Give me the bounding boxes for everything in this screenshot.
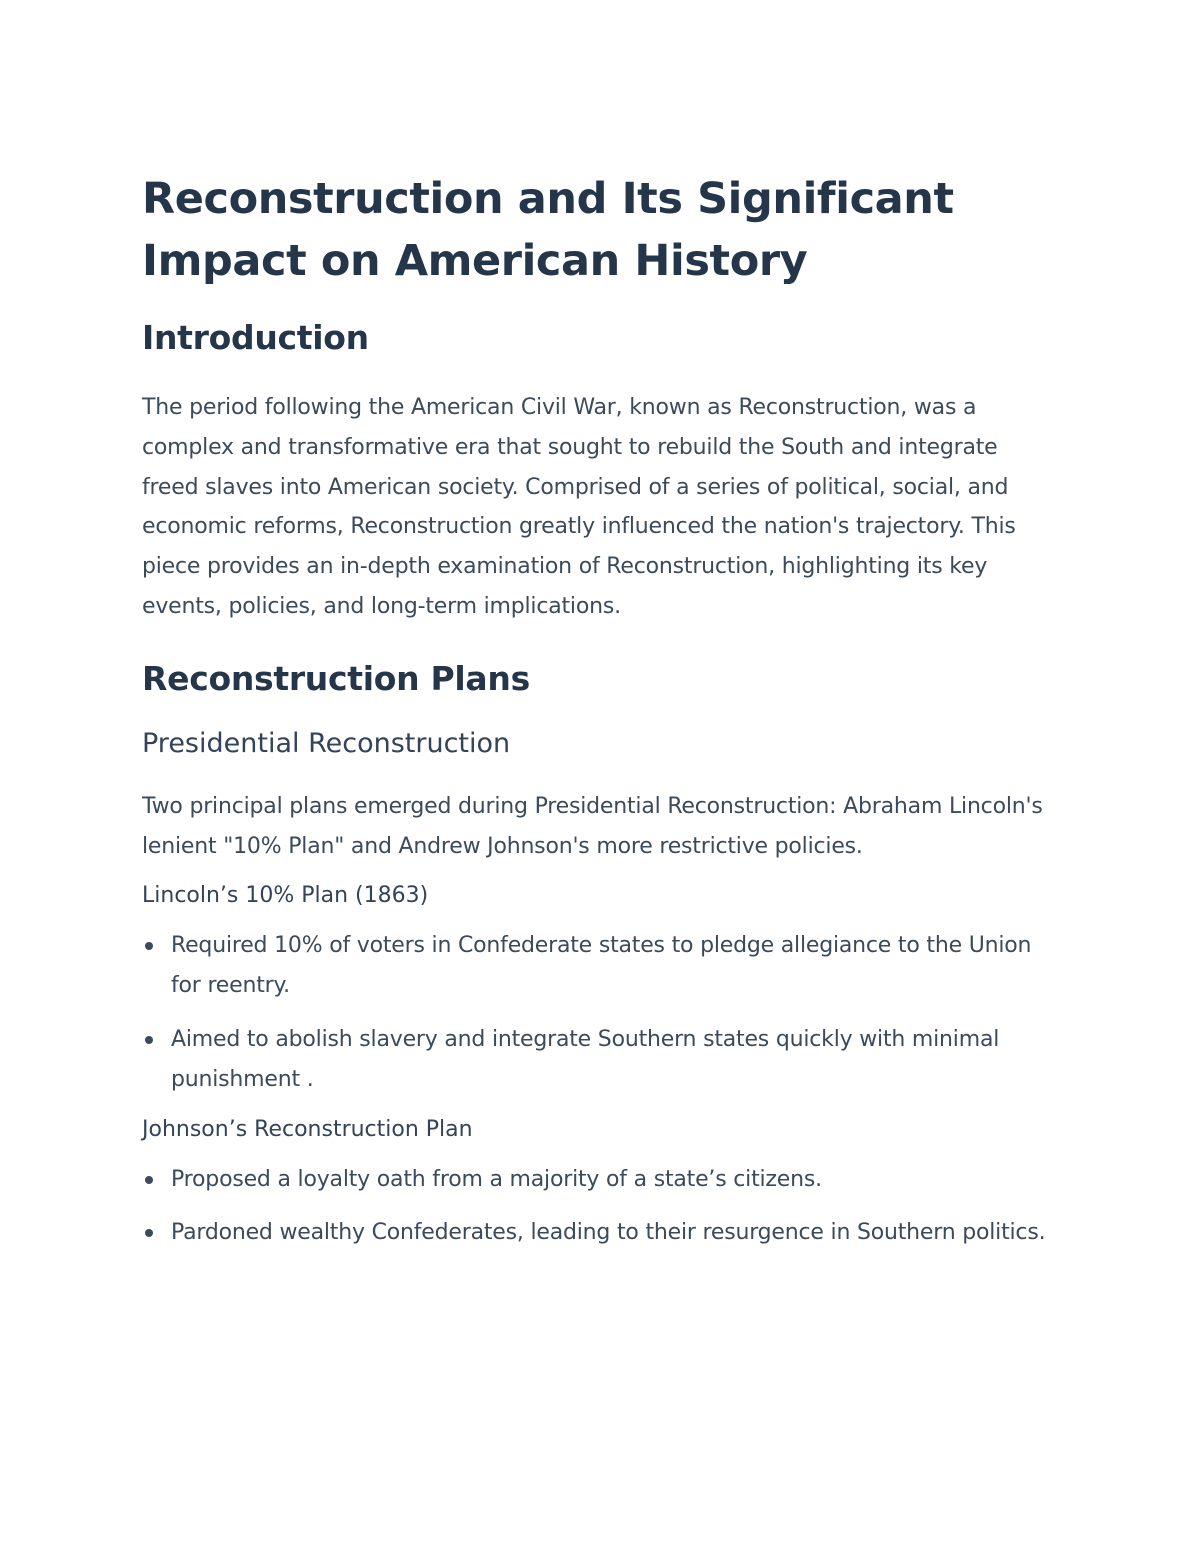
lincoln-plan-list bbox=[142, 926, 1060, 1099]
list-item-text: Required 10% of voters in Confederate states to pledge allegiance to the Union for reentry. bbox=[171, 933, 1032, 999]
bullet-icon bbox=[145, 1036, 153, 1044]
johnson-plan-heading: Johnson’s Reconstruction Plan bbox=[142, 1116, 473, 1142]
list-item-text: Aimed to abolish slavery and integrate Southern states quickly with minimal punishment . bbox=[171, 1026, 1000, 1092]
list-item-text: Pardoned wealthy Confederates, leading to their resurgence in Southern politics. bbox=[171, 1220, 1046, 1246]
list-item bbox=[142, 1213, 1060, 1253]
presidential-reconstruction-heading: Presidential Reconstruction bbox=[142, 727, 511, 759]
list-item bbox=[142, 926, 1060, 1006]
johnson-plan-list bbox=[142, 1160, 1060, 1254]
list-item bbox=[142, 1160, 1060, 1200]
bullet-icon bbox=[145, 1176, 153, 1184]
bullet-icon bbox=[145, 1229, 153, 1237]
list-item-text: Proposed a loyalty oath from a majority of a state’s citizens. bbox=[171, 1166, 822, 1192]
introduction-paragraph: The period following the American Civil War, known as Reconstruction, was a complex and transformative era that sought to rebuild the South and integrate freed slaves into American society. Comprised of a series of political, social, and economic reforms, Reconstruction greatly influenced the nation's trajectory. This piece provides an in-depth examination of Reconstruction, highlighting its key events, policies, and long-term implications. bbox=[142, 395, 1016, 619]
lincoln-plan-heading: Lincoln’s 10% Plan (1863) bbox=[142, 883, 429, 909]
presidential-reconstruction-paragraph: Two principal plans emerged during Presidential Reconstruction: Abraham Lincoln's lenient "10% Plan" and Andrew Johnson's more restrictive policies. bbox=[142, 793, 1043, 859]
list-item bbox=[142, 1020, 1060, 1100]
bullet-icon bbox=[145, 942, 153, 950]
reconstruction-plans-heading: Reconstruction Plans bbox=[142, 658, 530, 698]
document-title: Reconstruction and Its Significant Impact on American History bbox=[142, 174, 954, 286]
introduction-heading: Introduction bbox=[142, 318, 369, 357]
